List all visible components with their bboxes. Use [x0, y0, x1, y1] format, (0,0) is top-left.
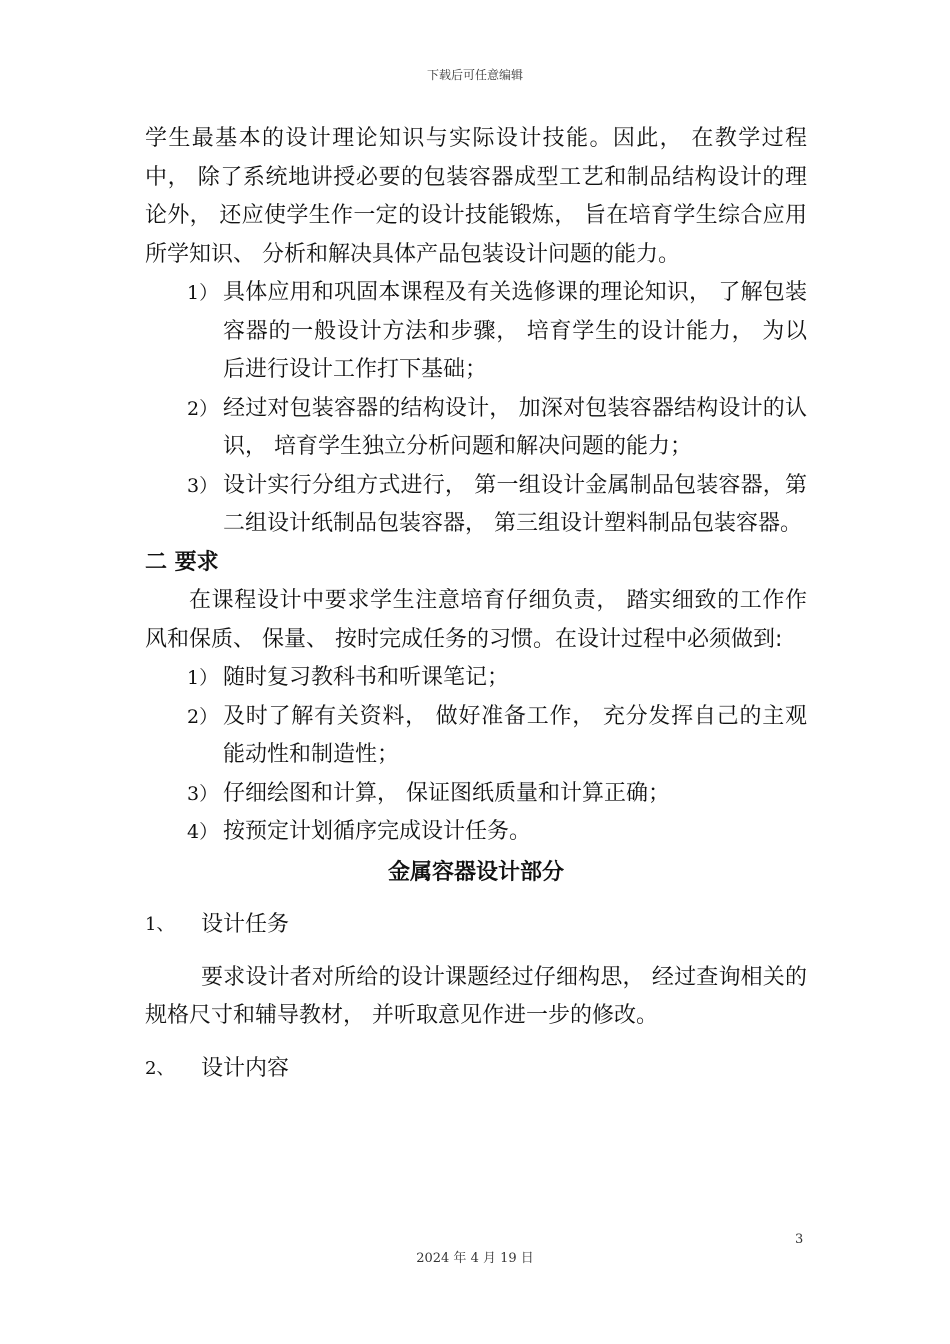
- list-item: [145, 775, 807, 814]
- list-item-text: 及时了解有关资料， 做好准备工作， 充分发挥自己的主观能动性和制造性；: [223, 703, 807, 767]
- page-header: 下载后可任意编辑: [426, 68, 523, 82]
- requirements-paragraph: 在课程设计中要求学生注意培育仔细负责， 踏实细致的工作作风和保质、 保量、 按时完成任务的习惯。在设计过程中必须做到:: [145, 588, 807, 652]
- footer-date: 2024 年 4 月 19 日: [416, 1251, 534, 1266]
- list-item: [145, 390, 807, 467]
- list-item: [145, 467, 807, 544]
- document-body: [145, 120, 807, 1088]
- page-number: 3: [795, 1232, 804, 1247]
- list-item-text: 经过对包装容器的结构设计， 加深对包装容器结构设计的认识， 培育学生独立分析问题和解决问题的能力；: [223, 395, 807, 459]
- section-heading-text: 设计任务: [201, 912, 290, 937]
- list-item: [145, 813, 807, 852]
- list-item-number: 1）: [187, 282, 219, 304]
- list-item: [145, 274, 807, 390]
- intro-paragraph: 学生最基本的设计理论知识与实际设计技能。因此， 在教学过程中， 除了系统地讲授必要的包装容器成型工艺和制品结构设计的理论外， 还应使学生作一定的设计技能锻炼， 旨在培育学生综合应用所学知识、 分析和解决具体产品包装设计问题的能力。: [145, 126, 807, 267]
- section-number: 2、: [145, 1057, 175, 1079]
- list-item-text: 仔细绘图和计算， 保证图纸质量和计算正确；: [223, 780, 670, 806]
- intro-list: [145, 274, 807, 544]
- list-item-text: 设计实行分组方式进行， 第一组设计金属制品包装容器，第二组设计纸制品包装容器， 第三组设计塑料制品包装容器。: [223, 472, 807, 536]
- list-item-number: 3）: [187, 474, 219, 497]
- list-item: [145, 698, 807, 775]
- list-item: [145, 659, 807, 698]
- design-task-paragraph: 要求设计者对所给的设计课题经过仔细构思， 经过查询相关的规格尺寸和辅导教材， 并听取意见作进一步的修改。: [145, 964, 807, 1028]
- list-item-number: 3）: [187, 782, 219, 805]
- list-item-number: 1）: [187, 667, 219, 689]
- section-heading-text: 设计内容: [201, 1055, 290, 1081]
- list-item-number: 2）: [187, 397, 219, 420]
- metal-section-title: 金属容器设计部分: [387, 859, 564, 885]
- list-item-number: 4）: [187, 821, 219, 843]
- list-item-text: 按预定计划循序完成设计任务。: [223, 819, 532, 844]
- section-heading-design-task: [145, 906, 807, 945]
- section-number: 1、: [145, 914, 175, 935]
- list-item-text: 随时复习教科书和听课笔记；: [223, 665, 510, 690]
- list-item-text: 具体应用和巩固本课程及有关选修课的理论知识， 了解包装容器的一般设计方法和步骤， 培育学生的设计能力， 为以后进行设计工作打下基础；: [223, 280, 807, 382]
- requirements-heading: 二 要求: [145, 549, 219, 575]
- requirements-list: [145, 659, 807, 852]
- list-item-number: 2）: [187, 705, 219, 728]
- section-heading-design-content: [145, 1050, 807, 1089]
